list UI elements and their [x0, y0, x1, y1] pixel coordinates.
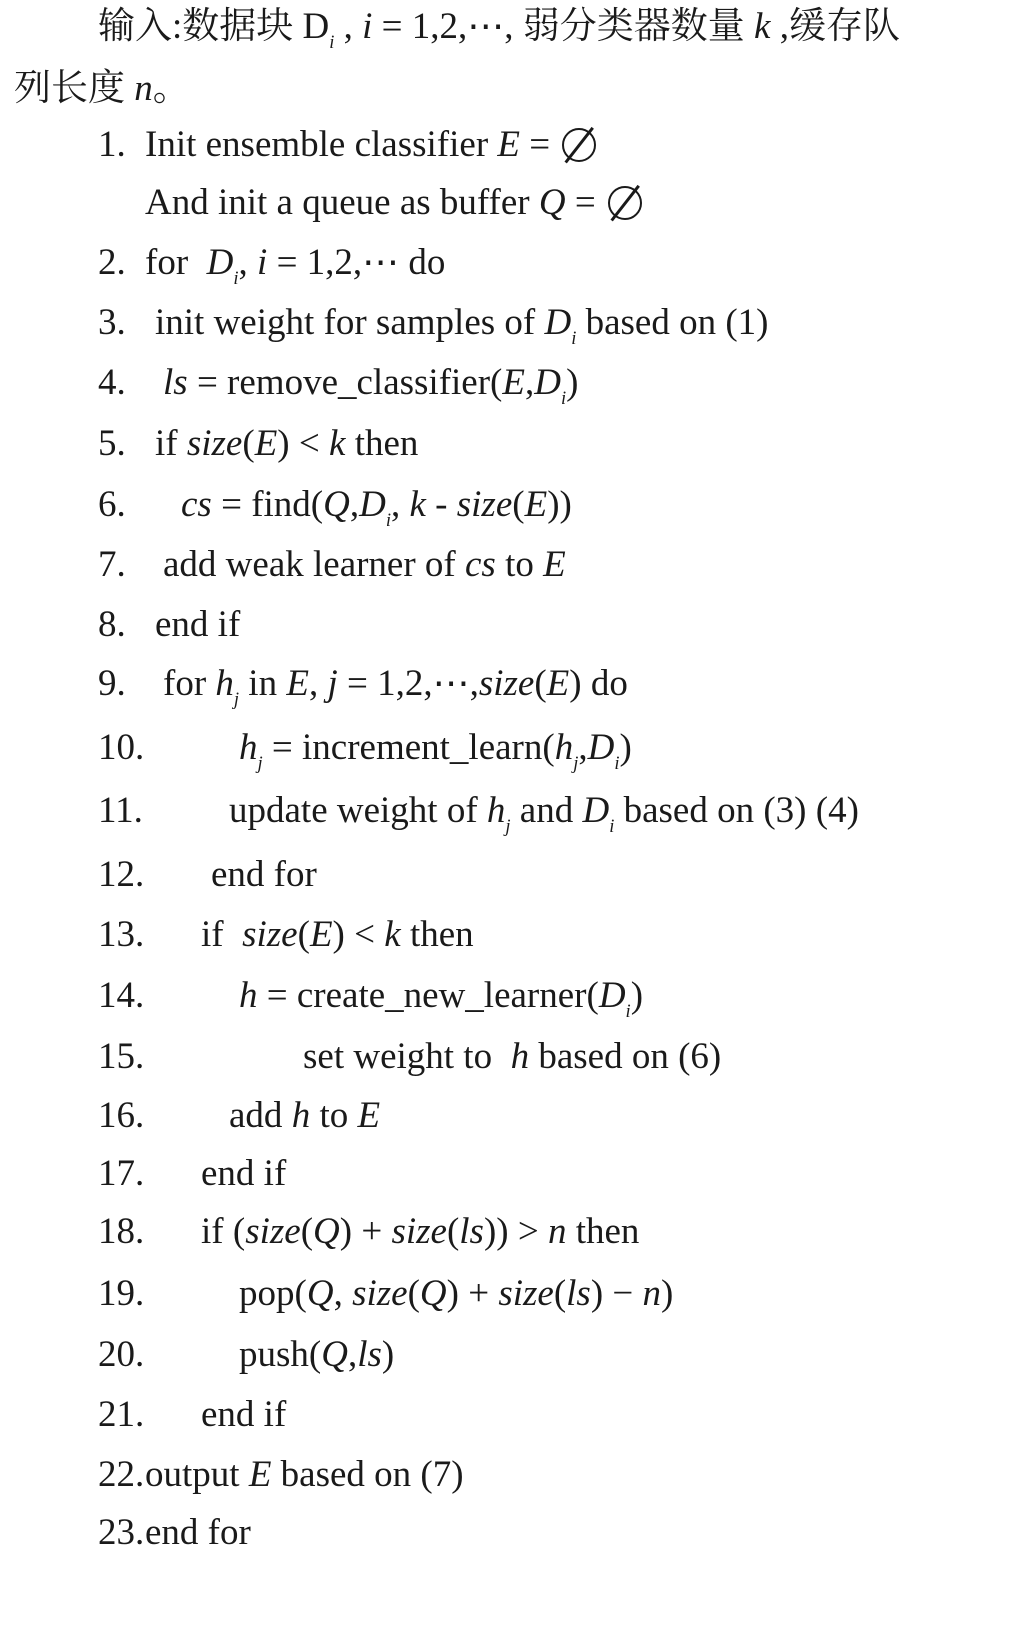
step-number: 14.: [98, 975, 145, 1016]
input-description-line-2: 列长度 n。: [14, 68, 190, 109]
step-code: end if: [155, 604, 241, 645]
algorithm-step: [98, 1336, 394, 1384]
step-code: add h to E: [229, 1095, 381, 1136]
step-code: if (size(Q) + size(ls)) > n then: [201, 1211, 640, 1252]
step-number: 21.: [98, 1394, 145, 1435]
step-code: $h = create\_new\_learner(D_i)$: [239, 975, 644, 1023]
step-code: init weight for samples of $D_i$ based on (1): [155, 302, 769, 350]
step-code: for $D_i$, i = 1,2,⋯ do: [145, 242, 446, 290]
algorithm-step: [98, 364, 578, 412]
algorithm-step: [98, 1155, 286, 1203]
algorithm-step: [98, 977, 643, 1025]
algorithm-step: [98, 916, 474, 964]
algorithm-step: [98, 729, 632, 777]
step-number: 3.: [98, 302, 126, 343]
step-number: 19.: [98, 1273, 145, 1314]
algorithm-step: [98, 546, 566, 594]
step-number: 15.: [98, 1036, 145, 1077]
step-number: 18.: [98, 1211, 145, 1252]
step-number: 12.: [98, 854, 145, 895]
step-code: end if: [201, 1394, 287, 1435]
algorithm-step: [98, 792, 859, 840]
step-code: if size(E) < k then: [155, 423, 419, 464]
step-code: $h_j$ = $increment\_learn(h_j,D_i)$: [239, 727, 632, 775]
step-number: 13.: [98, 914, 145, 955]
step-number: 6.: [98, 484, 126, 525]
step-code: pop(Q, size(Q) + size(ls) − n): [239, 1273, 674, 1314]
step-number: 1.: [98, 124, 126, 165]
algorithm-step: [98, 1396, 286, 1444]
step-code: if size(E) < k then: [201, 914, 474, 955]
step-code: Init ensemble classifier E =: [145, 126, 596, 163]
step-number: 16.: [98, 1095, 145, 1136]
step-number: 8.: [98, 604, 126, 645]
step-number: 17.: [98, 1153, 145, 1194]
step-code: set weight to h based on (6): [303, 1036, 722, 1077]
algorithm-step: [98, 665, 628, 713]
step-number: 4.: [98, 362, 126, 403]
step-number: 2.: [98, 242, 126, 283]
algorithm-step: [98, 1514, 251, 1562]
algorithm-step: [98, 856, 317, 904]
algorithm-step: [98, 184, 642, 232]
step-number: 9.: [98, 663, 126, 704]
algorithm-step: [98, 1097, 380, 1145]
algorithm-step: [98, 1038, 721, 1086]
algorithm-step: [98, 1275, 673, 1323]
algorithm-step: [98, 304, 768, 352]
step-code: update weight of $h_j$ and $D_i$ based on (3) (4): [229, 790, 859, 838]
algorithm-step: [98, 486, 572, 534]
step-code: output E based on (7): [145, 1454, 464, 1495]
step-number: 22.: [98, 1454, 145, 1495]
algorithm-step: [98, 1213, 639, 1261]
algorithm-step: [98, 244, 445, 292]
step-code: push(Q,ls): [239, 1334, 395, 1375]
step-number: 7.: [98, 544, 126, 585]
step-code: end if: [201, 1153, 287, 1194]
step-code: add weak learner of cs to E: [163, 544, 566, 585]
step-code: end for: [211, 854, 317, 895]
input-description-line-1: 输入:数据块 $D_i$ , i = 1,2,⋯, 弱分类器数量 k ,缓存队: [98, 6, 900, 54]
algorithm-step: [98, 425, 418, 473]
step-number: 10.: [98, 727, 145, 768]
algorithm-step: [98, 1456, 464, 1504]
algorithm-step: [98, 606, 240, 654]
step-code: for $h_j$ in E, j = 1,2,⋯,size(E) do: [163, 663, 628, 711]
step-code: cs = $find(Q,D_i$, k - size(E)): [181, 484, 572, 532]
step-number: 5.: [98, 423, 126, 464]
step-code: end for: [145, 1512, 251, 1553]
step-number: 20.: [98, 1334, 145, 1375]
step-number: 11.: [98, 790, 143, 831]
step-number: 23.: [98, 1512, 145, 1553]
algorithm-step: [98, 126, 596, 174]
step-code: ls = $remove\_classifier(E,D_i)$: [163, 362, 579, 410]
step-code: And init a queue as buffer Q =: [145, 184, 642, 221]
